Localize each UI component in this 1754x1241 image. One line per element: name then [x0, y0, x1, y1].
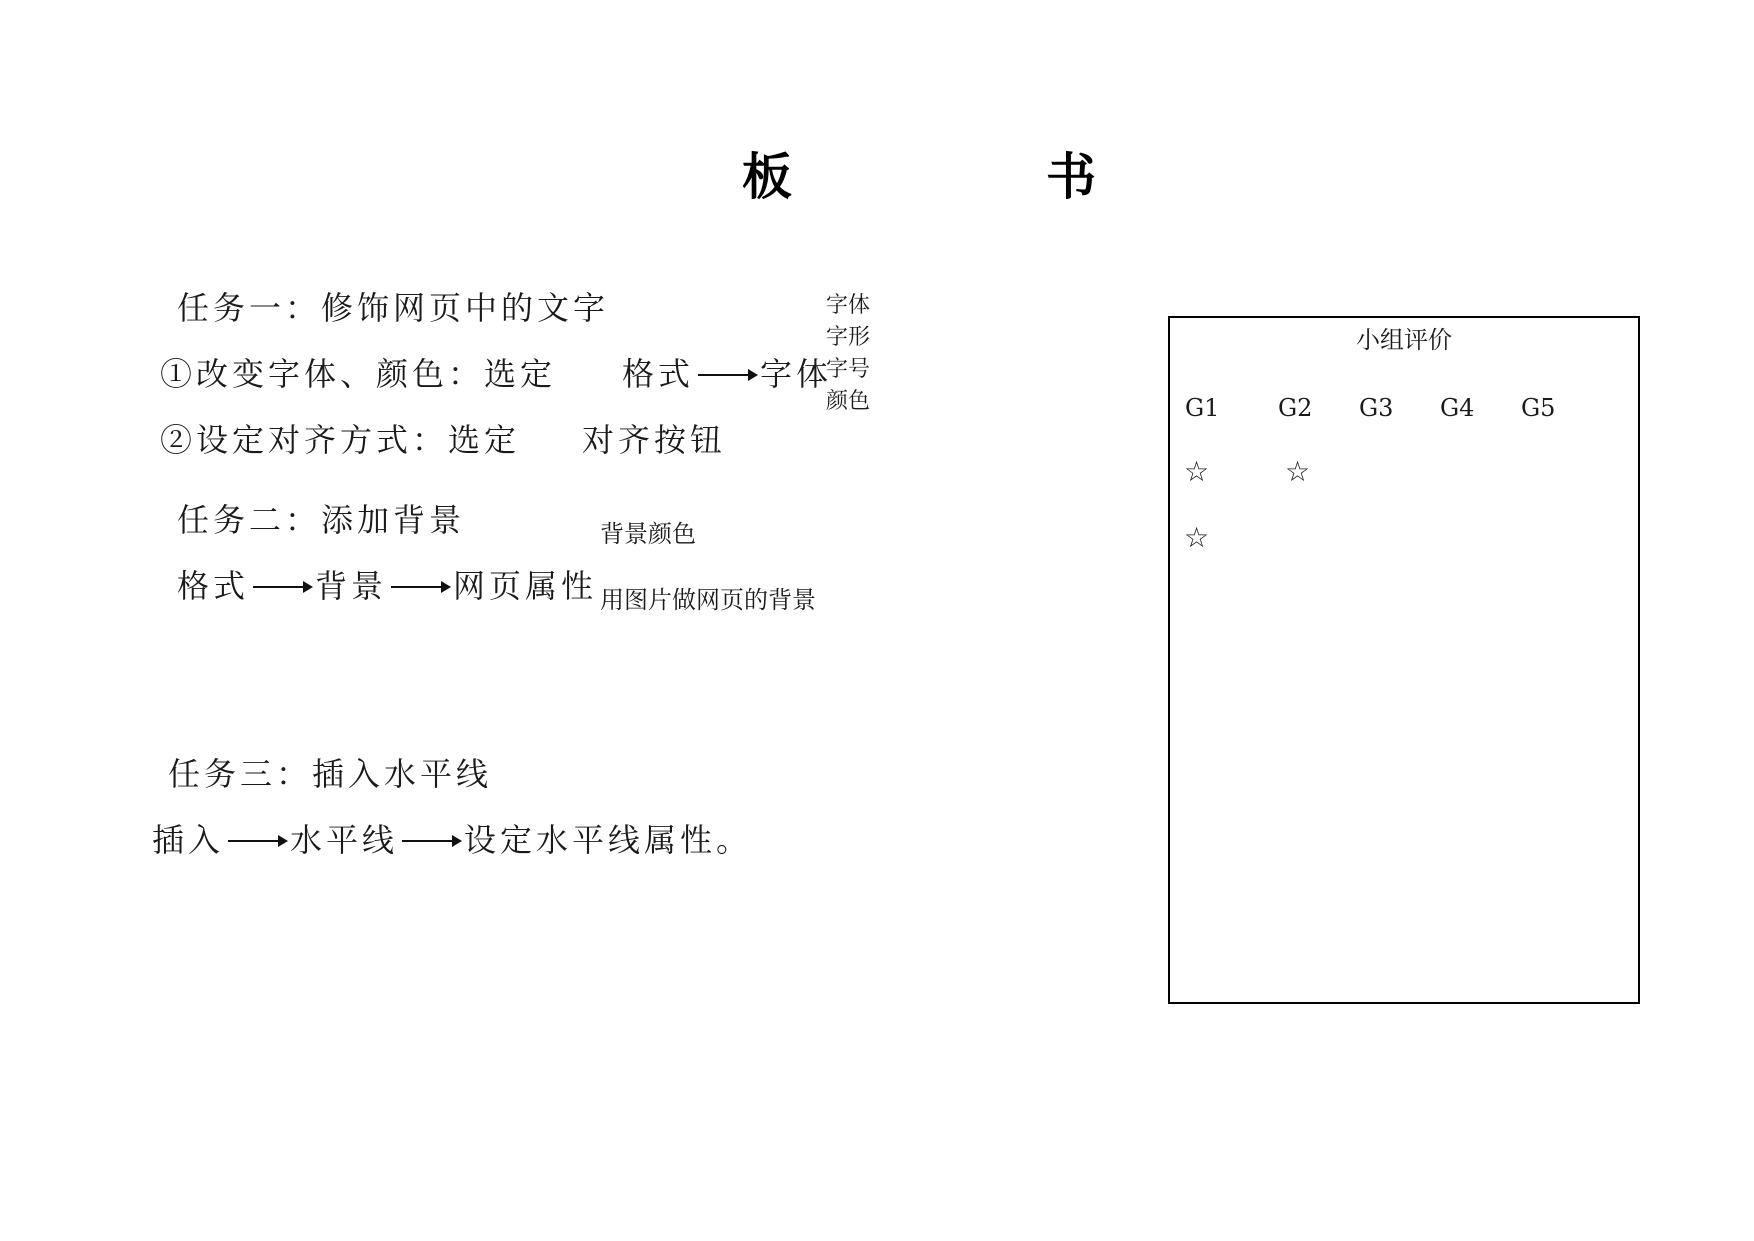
font-note-4: 颜色: [826, 389, 871, 414]
group-label-g4: G4: [1440, 394, 1475, 422]
task3-path-1: 插入: [152, 821, 225, 859]
group-label-g5: G5: [1521, 394, 1556, 422]
group-label-g3: G3: [1359, 394, 1394, 422]
arrow-right-icon: [391, 586, 449, 588]
task1-line1-text: ①改变字体、颜色：选定: [160, 355, 557, 393]
task3-path: [152, 820, 752, 860]
task2-heading: 任务二：添加背景: [177, 501, 466, 539]
task2-path-1: 格式: [177, 567, 250, 605]
title-char-2: 书: [1046, 147, 1096, 206]
font-note-3: 字号: [826, 357, 871, 382]
task1-line2-target: 对齐按钮: [582, 421, 727, 459]
task1-line1-menu: 格式: [622, 355, 695, 393]
task3-path-3: 设定水平线属性。: [464, 821, 753, 859]
task1-line2: [160, 420, 726, 460]
arrow-right-icon: [253, 586, 311, 588]
star-icon: ☆: [1184, 455, 1210, 488]
arrow-right-icon: [402, 840, 460, 842]
font-note-1: 字体: [826, 293, 871, 318]
task2-note-2: 用图片做网页的背景: [600, 586, 816, 614]
title-char-1: 板: [742, 147, 792, 206]
star-icon: ☆: [1184, 521, 1210, 554]
group-evaluation-box: [1168, 316, 1640, 1004]
evaluation-title: 小组评价: [1356, 326, 1452, 354]
group-label-g2: G2: [1278, 394, 1313, 422]
task1-line1-target: 字体: [760, 355, 833, 393]
font-notes: [826, 290, 870, 418]
arrow-right-icon: [698, 374, 756, 376]
task1-line2-text: ②设定对齐方式：选定: [160, 421, 521, 459]
star-icon: ☆: [1285, 455, 1311, 488]
task3-heading: 任务三：插入水平线: [168, 755, 493, 793]
font-note-2: 字形: [826, 325, 871, 350]
task2-note-1: 背景颜色: [600, 520, 696, 548]
task2-path: [177, 566, 597, 606]
task1-line1: [160, 354, 832, 394]
arrow-right-icon: [228, 840, 286, 842]
task2-path-3: 网页属性: [453, 567, 598, 605]
task1-heading: 任务一：修饰网页中的文字: [177, 289, 610, 327]
group-label-g1: G1: [1185, 394, 1220, 422]
task3-path-2: 水平线: [290, 821, 399, 859]
task2-path-2: 背景: [315, 567, 388, 605]
